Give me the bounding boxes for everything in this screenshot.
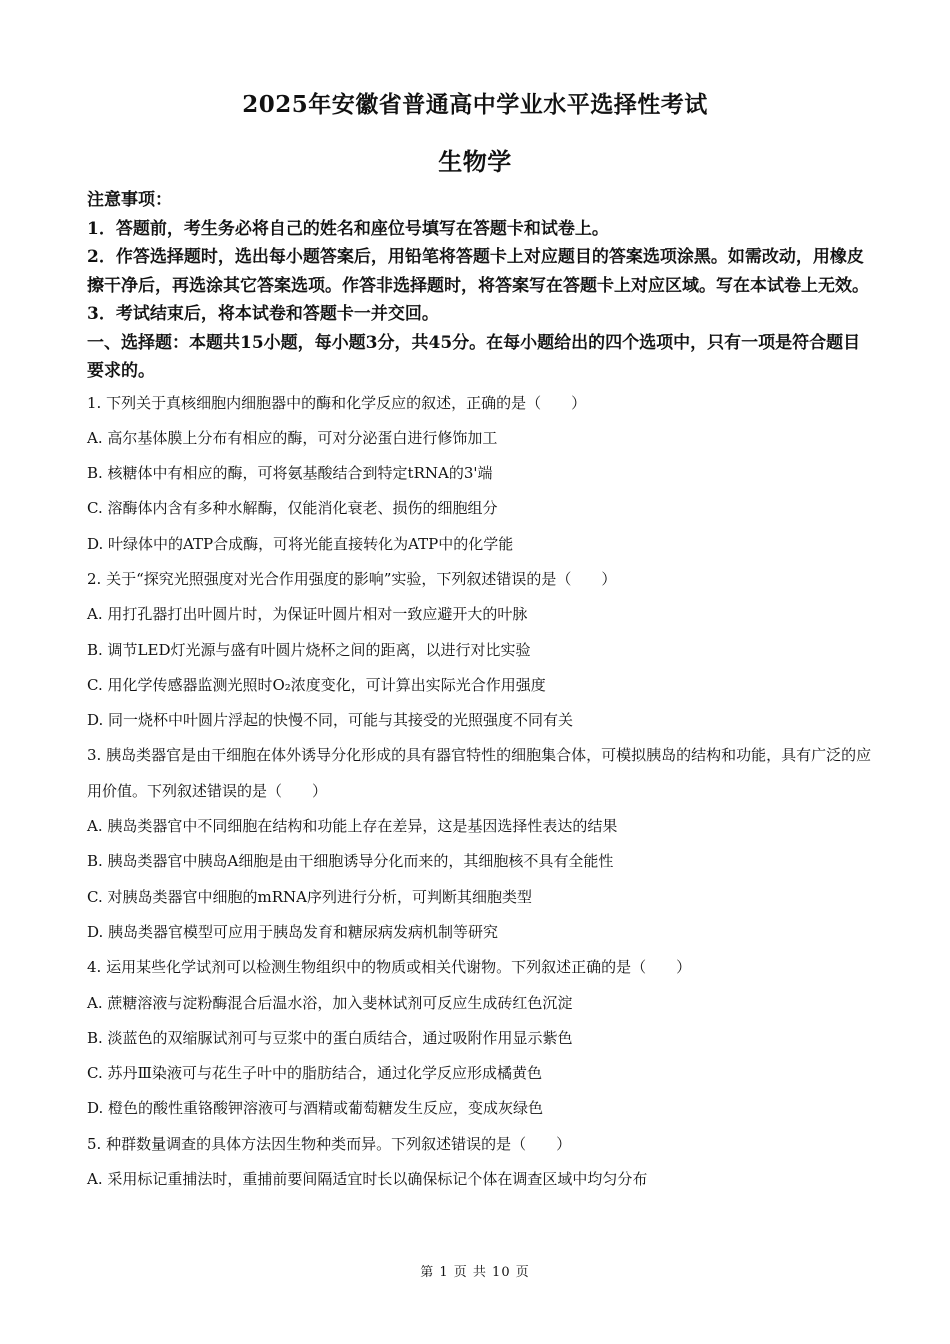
question-option: D. 胰岛类器官模型可应用于胰岛发育和糖尿病发病机制等研究 bbox=[87, 922, 499, 941]
question-stem: 3. 胰岛类器官是由干细胞在体外诱导分化形成的具有器官特性的细胞集合体，可模拟胰岛的结构和功能，具有广泛的应用价值。下列叙述错误的是（ ） bbox=[87, 746, 872, 800]
question-stem: 5. 种群数量调查的具体方法因生物种类而异。下列叙述错误的是（ ） bbox=[87, 1134, 572, 1153]
subject-title: 生物学 bbox=[438, 147, 512, 176]
exam-title: 2025年安徽省普通高中学业水平选择性考试 bbox=[242, 91, 708, 118]
question-option: D. 同一烧杯中叶圆片浮起的快慢不同，可能与其接受的光照强度不同有关 bbox=[87, 711, 574, 730]
question-option: A. 高尔基体膜上分布有相应的酶，可对分泌蛋白进行修饰加工 bbox=[87, 428, 498, 447]
notice-item: 2．作答选择题时，选出每小题答案后，用铅笔将答题卡上对应题目的答案选项涂黑。如需改动，用橡皮擦干净后，再选涂其它答案选项。作答非选择题时，将答案写在答题卡上对应区域。写在本试卷上无效。 bbox=[87, 247, 869, 296]
question-option: C. 用化学传感器监测光照时O₂浓度变化，可计算出实际光合作用强度 bbox=[87, 675, 546, 694]
question-stem: 2. 关于“探究光照强度对光合作用强度的影响”实验，下列叙述错误的是（ ） bbox=[87, 569, 617, 588]
section-heading: 一、选择题：本题共15小题，每小题3分，共45分。在每小题给出的四个选项中，只有一项是符合题目要求的。 bbox=[87, 332, 861, 381]
question-option: A. 采用标记重捕法时，重捕前要间隔适宜时长以确保标记个体在调查区域中均匀分布 bbox=[87, 1170, 648, 1189]
question-option: A. 胰岛类器官中不同细胞在结构和功能上存在差异，这是基因选择性表达的结果 bbox=[87, 817, 618, 836]
question-stem: 1. 下列关于真核细胞内细胞器中的酶和化学反应的叙述，正确的是（ ） bbox=[87, 393, 587, 412]
exam-content bbox=[87, 186, 877, 1197]
question-option: C. 苏丹Ⅲ染液可与花生子叶中的脂肪结合，通过化学反应形成橘黄色 bbox=[87, 1064, 542, 1083]
notice-item: 3．考试结束后，将本试卷和答题卡一并交回。 bbox=[87, 304, 439, 324]
question-option: A. 蔗糖溶液与淀粉酶混合后温水浴，加入斐林试剂可反应生成砖红色沉淀 bbox=[87, 993, 573, 1012]
question-option: C. 溶酶体内含有多种水解酶，仅能消化衰老、损伤的细胞组分 bbox=[87, 499, 498, 518]
question-option: C. 对胰岛类器官中细胞的mRNA序列进行分析，可判断其细胞类型 bbox=[87, 887, 532, 906]
notice-item: 1．答题前，考生务必将自己的姓名和座位号填写在答题卡和试卷上。 bbox=[87, 218, 609, 239]
question-option: A. 用打孔器打出叶圆片时，为保证叶圆片相对一致应避开大的叶脉 bbox=[87, 605, 528, 624]
question-option: D. 橙色的酸性重铬酸钾溶液可与酒精或葡萄糖发生反应，变成灰绿色 bbox=[87, 1099, 544, 1118]
question-option: B. 调节LED灯光源与盛有叶圆片烧杯之间的距离，以进行对比实验 bbox=[87, 640, 531, 659]
question-option: B. 核糖体中有相应的酶，可将氨基酸结合到特定tRNA的3'端 bbox=[87, 464, 493, 483]
question-stem: 4. 运用某些化学试剂可以检测生物组织中的物质或相关代谢物。下列叙述正确的是（ ） bbox=[87, 958, 692, 977]
question-option: B. 胰岛类器官中胰岛A细胞是由干细胞诱导分化而来的，其细胞核不具有全能性 bbox=[87, 852, 614, 871]
question-option: B. 淡蓝色的双缩脲试剂可与豆浆中的蛋白质结合，通过吸附作用显示紫色 bbox=[87, 1028, 573, 1047]
notice-heading: 注意事项： bbox=[87, 190, 172, 210]
page-number: 第 1 页 共 10 页 bbox=[420, 1265, 530, 1280]
question-option: D. 叶绿体中的ATP合成酶，可将光能直接转化为ATP中的化学能 bbox=[87, 534, 514, 553]
